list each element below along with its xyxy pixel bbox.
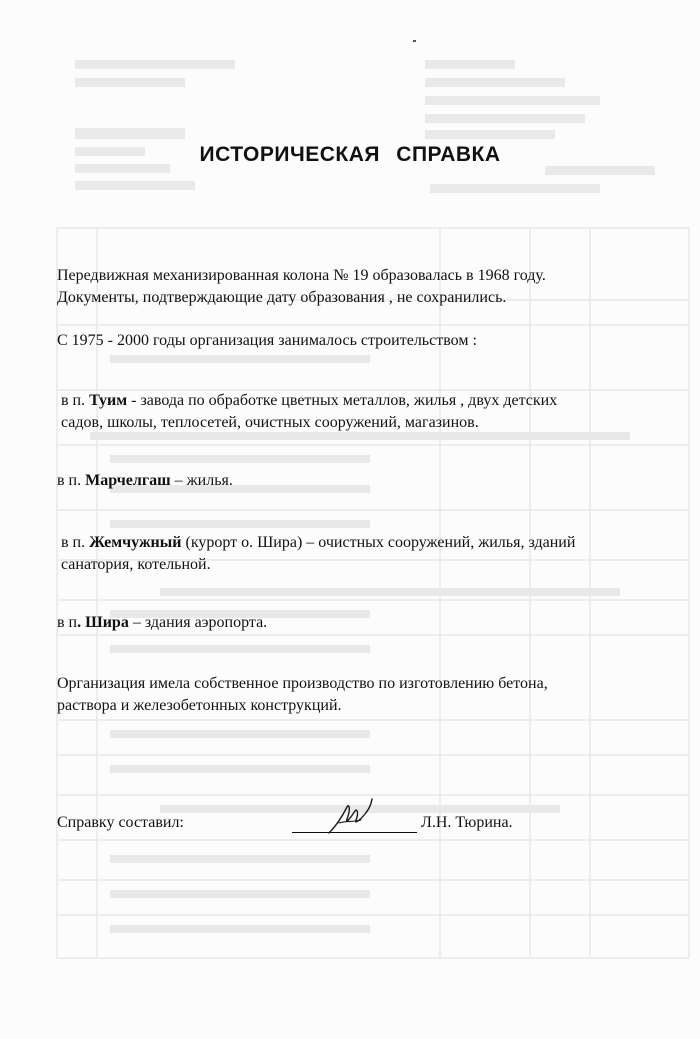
history-line-2: Документы, подтверждающие дату образования , не сохранились.: [57, 289, 507, 306]
handwritten-signature: [325, 795, 375, 839]
marchelgash-place: Марчелгаш: [85, 472, 171, 489]
shira-prefix: в п: [57, 614, 78, 631]
zhemchuzhny-prefix: в п.: [61, 534, 90, 551]
marchelgash-line: [57, 471, 233, 490]
marchelgash-prefix: в п.: [57, 472, 86, 489]
history-line-1: Передвижная механизированная колона № 19 образовалась в 1968 году.: [57, 267, 546, 284]
construction-intro: С 1975 - 2000 годы организация занималось строительством :: [57, 332, 477, 349]
zhemchuzhny-place: Жемчужный: [89, 534, 182, 551]
production-line-2: раствора и железобетонных конструкций.: [57, 697, 342, 714]
tuim-line-2: садов, школы, теплосетей, очистных сооружений, магазинов.: [61, 414, 479, 431]
signatory-name: Л.Н. Тюрина.: [421, 814, 513, 831]
zhemchuzhny-line-2: санатория, котельной.: [61, 556, 211, 573]
tuim-prefix: в п.: [61, 392, 90, 409]
shira-place: . Шира: [77, 614, 129, 631]
page-title: ИСТОРИЧЕСКАЯ СПРАВКА: [199, 143, 501, 166]
shira-rest: – здания аэропорта.: [128, 614, 268, 631]
zhemchuzhny-rest: (курорт о. Шира) – очистных сооружений, жилья, зданий: [181, 534, 576, 551]
marchelgash-rest: – жилья.: [170, 472, 233, 489]
signature-label: Справку составил:: [57, 814, 184, 831]
tuim-line-1: [61, 391, 557, 410]
production-line-1: Организация имела собственное производство по изготовлению бетона,: [57, 675, 548, 692]
tuim-rest: - завода по обработке цветных металлов, жилья , двух детских: [127, 392, 558, 409]
shira-line: [57, 613, 267, 632]
tuim-place: Туим: [89, 392, 128, 409]
ink-speck: [413, 40, 416, 42]
zhemchuzhny-line-1: [61, 533, 575, 552]
